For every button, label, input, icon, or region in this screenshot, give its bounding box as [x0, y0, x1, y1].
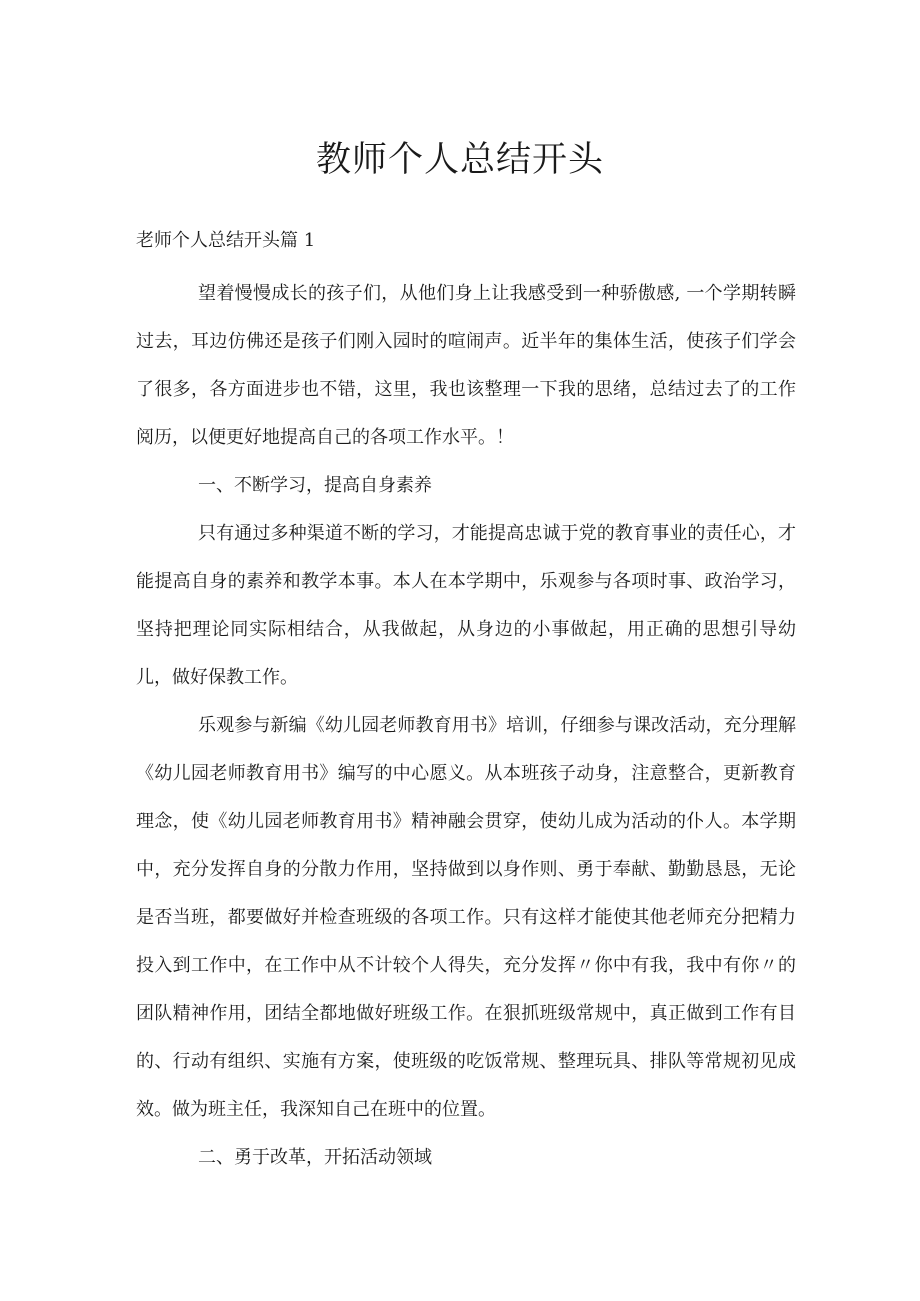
paragraph-training: 乐观参与新编《幼儿园老师教育用书》培训，仔细参与课改活动，充分理解《幼儿园老师教育用书》编写的中心愿义。从本班孩子动身，注意整合，更新教育理念，使《幼儿园老师教育用书》精神融会贯穿，使幼儿成为活动的仆人。本学期中，充分发挥自身的分散力作用，坚持做到以身作则、勇于奉献、勤勤恳恳，无论是否当班，都要做好并检查班级的各项工作。只有这样才能使其他老师充分把精力投入到工作中，在工作中从不计较个人得失，充分发挥〃你中有我，我中有你〃的团队精神作用，团结全都地做好班级工作。在狠抓班级常规中，真正做到工作有目的、行动有组织、实施有方案，使班级的吃饭常规、整理玩具、排队等常规初见成效。做为班主任，我深知自己在班中的位置。 — [136, 715, 796, 1120]
heading-reform: 二、勇于改革，开拓活动领域 — [198, 1147, 432, 1168]
document-body — [136, 228, 796, 1182]
section-label: 老师个人总结开头篇 1 — [136, 230, 316, 251]
heading-study: 一、不断学习，提高自身素养 — [198, 475, 432, 496]
document-title: 教师个人总结开头 — [315, 140, 604, 180]
paragraph-study: 只有通过多种渠道不断的学习，才能提高忠诚于党的教育事业的责任心，才能提高自身的素养和教学本事。本人在本学期中，乐观参与各项时事、政治学习，坚持把理论同实际相结合，从我做起，从身边的小事做起，用正确的思想引导幼儿，做好保教工作。 — [136, 523, 796, 688]
paragraph-intro: 望着慢慢成长的孩子们，从他们身上让我感受到一种骄傲感, 一个学期转瞬过去，耳边仿佛还是孩子们刚入园时的喧闹声。近半年的集体生活，使孩子们学会了很多，各方面进步也不错，这里，我也该整理一下我的思绪，总结过去了的工作阅历，以便更好地提高自己的各项工作水平。！ — [136, 283, 796, 448]
